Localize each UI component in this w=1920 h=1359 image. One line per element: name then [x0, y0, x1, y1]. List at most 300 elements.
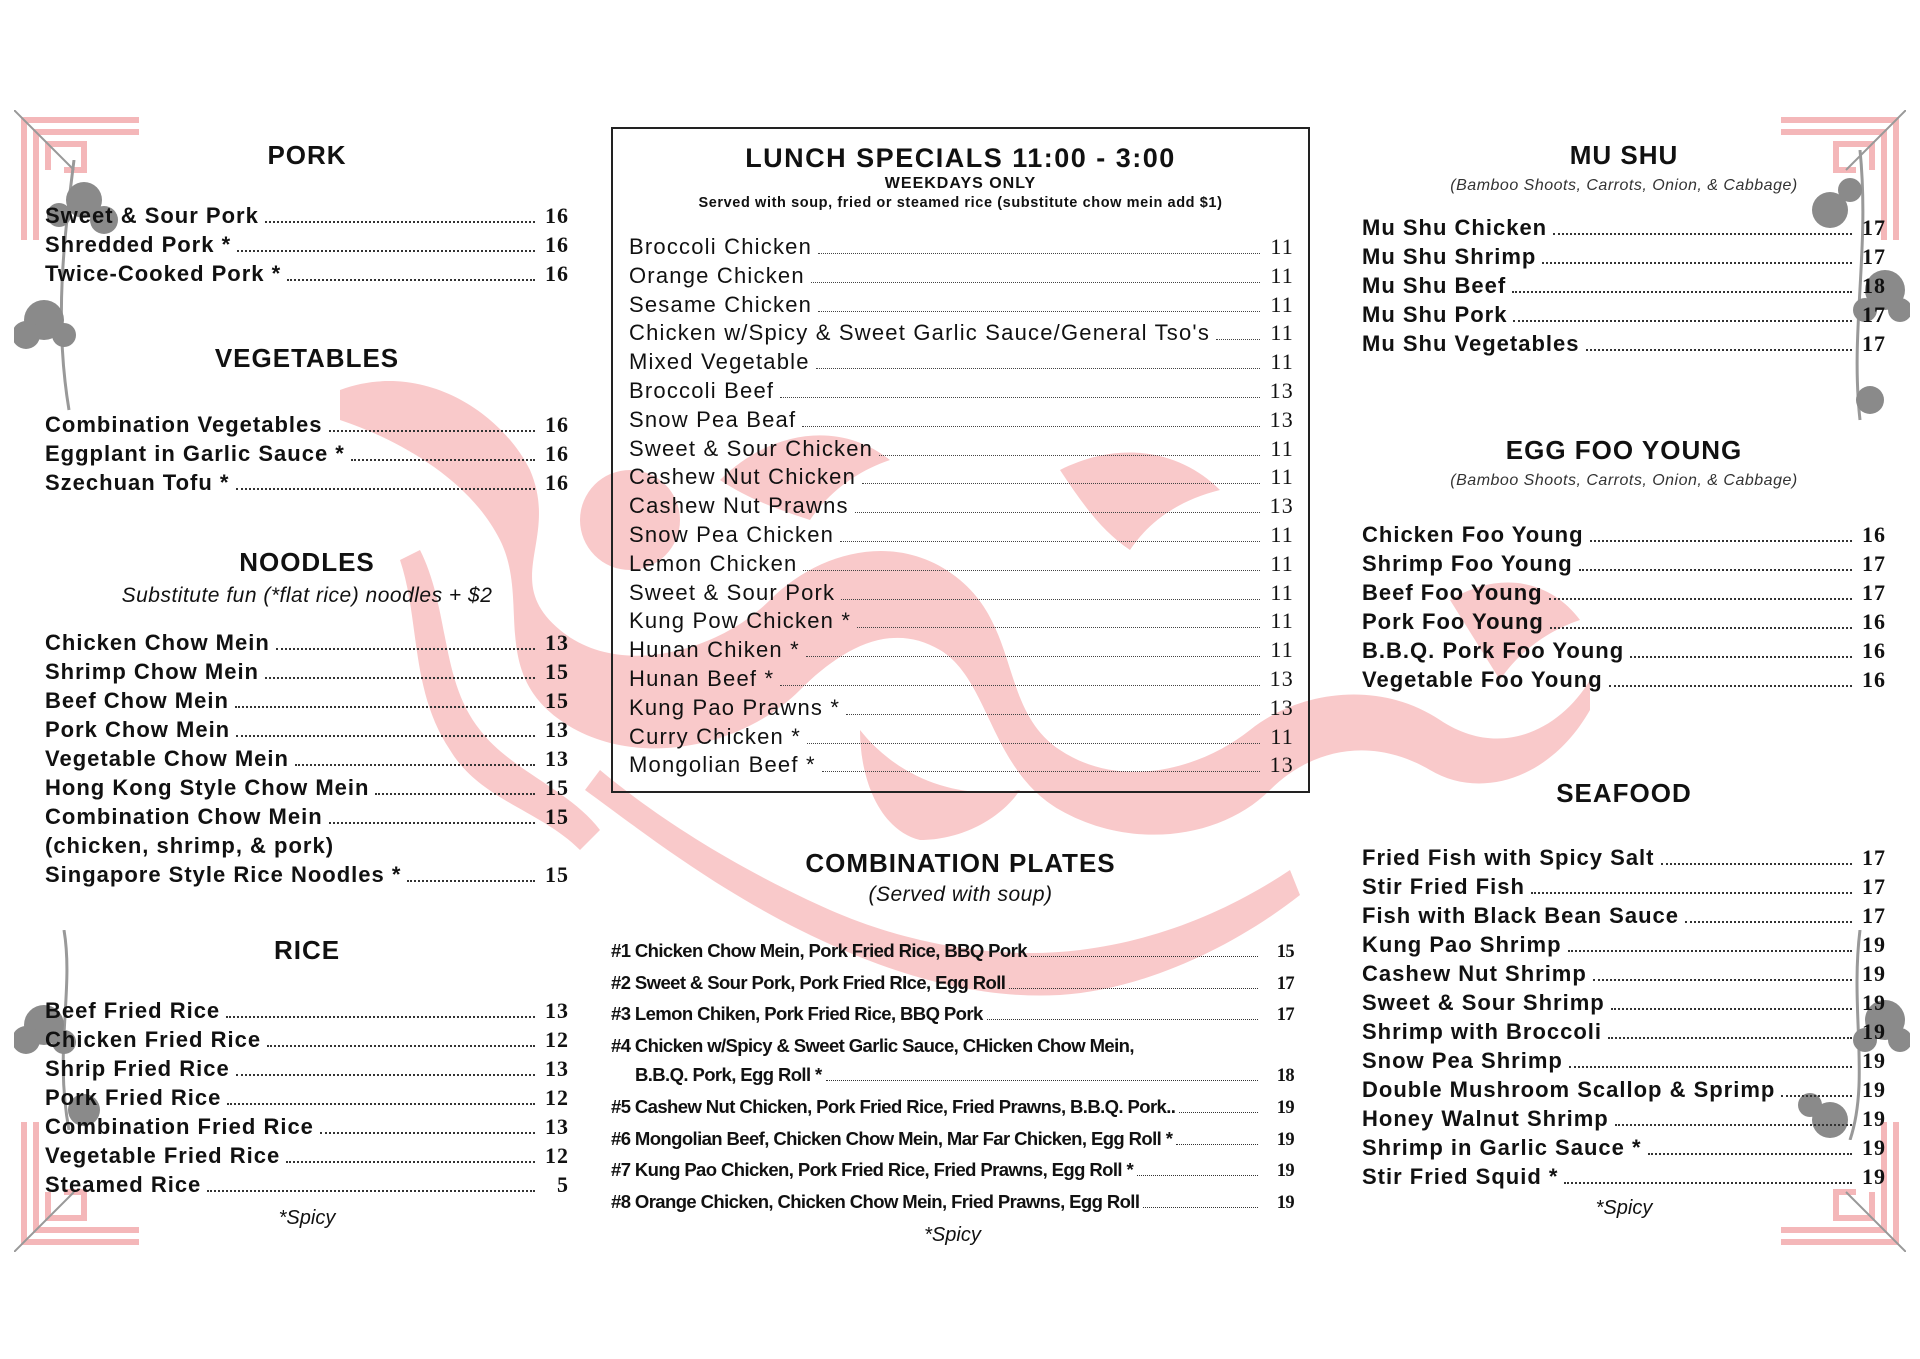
item-name: Stir Fried Squid *	[1362, 1164, 1559, 1189]
item-price: 13	[1269, 752, 1294, 778]
menu-item	[45, 1083, 569, 1112]
item-name: Sweet & Sour Chicken	[629, 435, 874, 461]
leader-dots	[987, 1019, 1258, 1020]
leader-dots	[375, 793, 535, 795]
item-price: 11	[1270, 234, 1294, 259]
leader-dots	[1542, 262, 1852, 264]
item-price: 13	[545, 998, 569, 1023]
mushu-note: (Bamboo Shoots, Carrots, Onion, & Cabbage)	[1450, 177, 1798, 194]
item-name: Cashew Nut Chicken	[629, 464, 857, 490]
noodles-note: Substitute fun (*flat rice) noodles + $2	[121, 584, 493, 607]
leader-dots	[855, 512, 1260, 513]
menu-item	[1362, 1017, 1886, 1046]
item-price: 17	[1862, 903, 1886, 928]
item-price: 5	[557, 1172, 569, 1197]
leader-dots	[1615, 1124, 1852, 1126]
leader-dots	[1031, 956, 1258, 957]
leader-dots	[1531, 892, 1852, 894]
combination-plates-heading: COMBINATION PLATES	[805, 848, 1116, 878]
menu-item	[611, 999, 1294, 1031]
leader-dots	[329, 822, 535, 824]
menu-item	[629, 435, 1294, 464]
item-name: Mu Shu Beef	[1362, 273, 1507, 298]
menu-item	[1362, 329, 1886, 358]
item-name: #6 Mongolian Beef, Chicken Chow Mein, Mar Far Chicken, Egg Roll *	[611, 1127, 1173, 1149]
item-price: 16	[545, 412, 569, 437]
menu-item	[611, 1092, 1294, 1124]
leader-dots	[1586, 349, 1853, 351]
leader-dots	[265, 221, 535, 223]
item-name: B.B.Q. Pork Foo Young	[1362, 638, 1625, 663]
lunch-specials-list	[629, 233, 1294, 780]
menu-item	[45, 860, 569, 889]
leader-dots	[1179, 1112, 1258, 1113]
item-price: 17	[1862, 874, 1886, 899]
leader-dots	[816, 368, 1260, 369]
leader-dots	[1630, 656, 1852, 658]
leader-dots	[265, 677, 535, 679]
menu-item	[1362, 988, 1886, 1017]
menu-item	[1362, 549, 1886, 578]
item-price: 13	[1269, 493, 1294, 519]
noodles-list	[45, 628, 569, 889]
item-name: Combination Vegetables	[45, 412, 323, 437]
leader-dots	[286, 1161, 535, 1163]
menu-item	[1362, 872, 1886, 901]
item-name: Orange Chicken	[629, 262, 805, 288]
menu-item	[1362, 1075, 1886, 1104]
item-name: B.B.Q. Pork, Egg Roll *	[635, 1064, 822, 1086]
menu-item	[45, 773, 569, 802]
leader-dots	[879, 455, 1260, 456]
item-price: 11	[1270, 262, 1294, 288]
menu-item	[45, 657, 569, 686]
mushu-list	[1362, 213, 1886, 358]
item-name: Sweet & Sour Shrimp	[1362, 990, 1605, 1015]
leader-dots	[802, 426, 1260, 427]
leader-dots	[1579, 569, 1852, 571]
leader-dots	[846, 714, 1260, 715]
item-price: 16	[545, 232, 569, 257]
pork-heading: PORK	[267, 140, 347, 170]
item-name: Beef Foo Young	[1362, 580, 1543, 605]
item-price: 11	[1270, 291, 1294, 317]
leader-dots	[1137, 1175, 1258, 1176]
item-name: Mongolian Beef *	[629, 752, 816, 778]
menu-item	[611, 1031, 1294, 1061]
item-name: Sweet & Sour Pork	[629, 579, 836, 605]
menu-item	[45, 1141, 569, 1170]
leader-dots	[841, 599, 1260, 600]
item-name: Steamed Rice	[45, 1172, 202, 1197]
leader-dots	[1781, 1095, 1852, 1097]
leader-dots	[1550, 627, 1852, 629]
leader-dots	[320, 1132, 535, 1134]
item-price: 11	[1270, 464, 1294, 490]
menu-item	[629, 406, 1294, 435]
item-price: 11	[1270, 723, 1294, 749]
egg-foo-young-list	[1362, 520, 1886, 694]
noodles-section	[45, 547, 569, 889]
leader-dots	[857, 627, 1260, 628]
egg-foo-young-heading: EGG FOO YOUNG	[1505, 435, 1743, 465]
menu-item	[629, 751, 1294, 780]
menu-item	[45, 230, 569, 259]
item-price: 15	[545, 862, 569, 887]
item-name: Kung Pao Prawns *	[629, 694, 841, 720]
item-price: 15	[545, 659, 569, 684]
item-name: Mu Shu Pork	[1362, 302, 1508, 327]
item-name: Mu Shu Vegetables	[1362, 331, 1580, 356]
item-name: Pork Fried Rice	[45, 1085, 222, 1110]
menu-item	[1362, 1133, 1886, 1162]
leader-dots	[1685, 921, 1852, 923]
item-price: 19	[1862, 961, 1886, 986]
item-price: 13	[1269, 406, 1294, 432]
menu-item	[1362, 1104, 1886, 1133]
item-name: Fried Fish with Spicy Salt	[1362, 845, 1655, 870]
menu-item	[45, 686, 569, 715]
leader-dots	[227, 1103, 535, 1105]
item-price: 11	[1270, 608, 1294, 634]
menu-item	[45, 468, 569, 497]
leader-dots	[236, 1074, 535, 1076]
item-name: Singapore Style Rice Noodles *	[45, 862, 402, 887]
leader-dots	[407, 880, 535, 882]
leader-dots	[1568, 950, 1852, 952]
leader-dots	[235, 706, 535, 708]
item-price: 17	[1276, 973, 1294, 994]
item-name: #2 Sweet & Sour Pork, Pork Fried RIce, Egg Roll	[611, 971, 1006, 993]
item-name: Fish with Black Bean Sauce	[1362, 903, 1679, 928]
menu-item	[629, 319, 1294, 348]
lunch-specials-box	[611, 127, 1310, 793]
egg-foo-young-note: (Bamboo Shoots, Carrots, Onion, & Cabbage)	[1450, 472, 1798, 489]
combination-plates-note: (Served with soup)	[868, 883, 1053, 906]
item-name: Cashew Nut Prawns	[629, 493, 849, 519]
item-price: 19	[1276, 1192, 1294, 1213]
menu-item	[611, 1060, 1294, 1092]
menu-item	[45, 439, 569, 468]
item-name: Sweet & Sour Pork	[45, 203, 259, 228]
menu-item	[1362, 1162, 1886, 1191]
menu-item	[1362, 300, 1886, 329]
item-name: Chicken Fried Rice	[45, 1027, 262, 1052]
menu-item	[45, 1112, 569, 1141]
pork-list	[45, 201, 569, 288]
item-name: Beef Chow Mein	[45, 688, 229, 713]
leader-dots	[1176, 1144, 1258, 1145]
leader-dots	[226, 1016, 535, 1018]
item-name: Double Mushroom Scallop & Sprimp	[1362, 1077, 1776, 1102]
item-name: Vegetable Chow Mein	[45, 746, 289, 771]
item-name: Pork Chow Mein	[45, 717, 231, 742]
combination-plates-header	[611, 848, 1310, 907]
item-price: 17	[1862, 244, 1886, 269]
menu-item	[45, 715, 569, 744]
menu-item	[611, 1187, 1294, 1219]
item-price: 13	[1269, 377, 1294, 403]
menu-item	[45, 628, 569, 657]
menu-item	[45, 996, 569, 1025]
item-name: Shredded Pork *	[45, 232, 232, 257]
leader-dots	[1611, 1008, 1852, 1010]
item-name: Twice-Cooked Pork *	[45, 261, 282, 286]
menu-item-detail	[45, 831, 569, 860]
leader-dots	[351, 459, 535, 461]
menu-item	[629, 262, 1294, 291]
item-name: Shrimp Foo Young	[1362, 551, 1573, 576]
item-price: 19	[1862, 1164, 1886, 1189]
menu-item	[45, 1054, 569, 1083]
item-price: 19	[1276, 1097, 1294, 1118]
menu-item	[629, 550, 1294, 579]
menu-item	[629, 291, 1294, 320]
leader-dots	[822, 771, 1260, 772]
leader-dots	[1661, 863, 1853, 865]
item-name: Vegetable Foo Young	[1362, 667, 1603, 692]
item-price: 16	[1862, 667, 1886, 692]
item-price: 11	[1270, 435, 1294, 461]
item-price: 11	[1270, 320, 1294, 346]
menu-item	[611, 936, 1294, 968]
item-price: 19	[1862, 1048, 1886, 1073]
mushu-heading: MU SHU	[1569, 140, 1679, 170]
item-name: Shrip Fried Rice	[45, 1056, 230, 1081]
item-price: 12	[545, 1143, 569, 1168]
item-name: Combination Chow Mein	[45, 804, 323, 829]
item-name: Cashew Nut Shrimp	[1362, 961, 1587, 986]
menu-item	[629, 521, 1294, 550]
menu-item	[611, 1155, 1294, 1187]
item-price: 17	[1862, 845, 1886, 870]
leader-dots	[267, 1045, 535, 1047]
menu-item	[45, 1025, 569, 1054]
item-price: 13	[1269, 694, 1294, 720]
item-name: Pork Foo Young	[1362, 609, 1544, 634]
item-price: 17	[1862, 215, 1886, 240]
menu-item	[1362, 636, 1886, 665]
leader-dots	[818, 311, 1260, 312]
leader-dots	[1590, 540, 1852, 542]
menu-item	[1362, 901, 1886, 930]
item-price: 16	[1862, 609, 1886, 634]
item-price: 11	[1270, 637, 1294, 663]
item-name: Curry Chicken *	[629, 723, 802, 749]
vegetables-heading: VEGETABLES	[214, 343, 400, 373]
item-price: 17	[1862, 331, 1886, 356]
leader-dots	[1549, 598, 1852, 600]
item-name: Kung Pao Shrimp	[1362, 932, 1562, 957]
item-name: Snow Pea Shrimp	[1362, 1048, 1563, 1073]
menu-item	[629, 348, 1294, 377]
leader-dots	[803, 570, 1260, 571]
item-name: Mu Shu Chicken	[1362, 215, 1548, 240]
item-name: Combination Fried Rice	[45, 1114, 314, 1139]
leader-dots	[1216, 339, 1260, 340]
item-price: 17	[1862, 551, 1886, 576]
item-name: Chicken Chow Mein	[45, 630, 270, 655]
item-price: 15	[1276, 942, 1294, 962]
rice-list	[45, 996, 569, 1199]
item-name: Hong Kong Style Chow Mein	[45, 775, 370, 800]
item-price: 13	[545, 717, 569, 742]
leader-dots	[236, 488, 536, 490]
item-name: Kung Pow Chicken *	[629, 608, 852, 634]
pork-section	[45, 140, 569, 288]
item-name: Eggplant in Garlic Sauce *	[45, 441, 345, 466]
vegetables-section	[45, 343, 569, 497]
item-price: 19	[1862, 1106, 1886, 1131]
item-price: 16	[545, 203, 569, 228]
rice-section	[45, 935, 569, 1230]
item-price: 12	[545, 1027, 569, 1052]
leader-dots	[806, 656, 1260, 657]
egg-foo-young-section	[1362, 435, 1886, 694]
item-price: 15	[545, 804, 569, 829]
menu-item	[45, 201, 569, 230]
leader-dots	[1569, 1066, 1852, 1068]
menu-item	[629, 636, 1294, 665]
leader-dots	[295, 764, 535, 766]
menu-item	[45, 744, 569, 773]
leader-dots	[1143, 1207, 1258, 1208]
menu-item	[629, 665, 1294, 694]
leader-dots	[276, 648, 535, 650]
menu-item	[1362, 959, 1886, 988]
item-name: Mixed Vegetable	[629, 349, 810, 375]
item-price: 19	[1862, 932, 1886, 957]
menu-item	[45, 410, 569, 439]
item-price: 17	[1862, 580, 1886, 605]
item-name: Chicken w/Spicy & Sweet Garlic Sauce/General Tso's	[629, 320, 1211, 346]
leader-dots	[207, 1190, 535, 1192]
item-price: 11	[1270, 349, 1294, 375]
leader-dots	[811, 282, 1260, 283]
noodles-heading: NOODLES	[239, 547, 375, 577]
item-name: #4 Chicken w/Spicy & Sweet Garlic Sauce, CHicken Chow Mein,	[611, 1034, 1134, 1056]
item-price: 16	[545, 261, 569, 286]
seafood-section	[1362, 778, 1886, 1220]
item-price: 13	[545, 630, 569, 655]
leader-dots	[1513, 320, 1852, 322]
item-price: 11	[1270, 579, 1294, 605]
leader-dots	[780, 685, 1260, 686]
menu-item	[611, 968, 1294, 1000]
menu-item	[45, 259, 569, 288]
leader-dots	[1553, 233, 1852, 235]
menu-item	[1362, 665, 1886, 694]
spicy-legend: *Spicy	[278, 1207, 336, 1229]
leader-dots	[1593, 979, 1852, 981]
seafood-list	[1362, 843, 1886, 1191]
leader-dots	[807, 743, 1260, 744]
item-price: 16	[545, 470, 569, 495]
menu-item	[629, 694, 1294, 723]
mushu-section	[1362, 140, 1886, 358]
leader-dots	[1009, 988, 1258, 989]
menu-item	[1362, 242, 1886, 271]
rice-heading: RICE	[273, 935, 341, 965]
lunch-specials-title: LUNCH SPECIALS 11:00 - 3:00	[745, 143, 1176, 173]
menu-item	[1362, 1046, 1886, 1075]
leader-dots	[237, 250, 535, 252]
item-price: 18	[1276, 1066, 1294, 1087]
item-price: 16	[1862, 638, 1886, 663]
leader-dots	[1512, 291, 1852, 293]
spicy-legend: *Spicy	[924, 1224, 981, 1247]
menu-item	[611, 1124, 1294, 1156]
menu-item	[1362, 213, 1886, 242]
item-price: 11	[1270, 521, 1294, 547]
item-name: Lemon Chicken	[629, 550, 798, 576]
item-detail: (chicken, shrimp, & pork)	[45, 833, 335, 858]
item-price: 13	[545, 1114, 569, 1139]
menu-item	[629, 492, 1294, 521]
combination-plates-list	[611, 936, 1294, 1247]
item-name: #5 Cashew Nut Chicken, Pork Fried Rice, Fried Prawns, B.B.Q. Pork..	[611, 1095, 1176, 1117]
item-name: #3 Lemon Chiken, Pork Fried Rice, BBQ Pork	[611, 1003, 983, 1025]
menu-item	[629, 607, 1294, 636]
menu-item	[629, 377, 1294, 406]
lunch-specials-subtitle: WEEKDAYS ONLY	[884, 175, 1037, 192]
item-price: 17	[1276, 1005, 1294, 1026]
item-name: Hunan Chiken *	[629, 637, 800, 663]
item-name: Shrimp in Garlic Sauce *	[1362, 1135, 1642, 1160]
seafood-heading: SEAFOOD	[1556, 778, 1692, 808]
item-name: Stir Fried Fish	[1362, 874, 1525, 899]
item-price: 19	[1276, 1161, 1294, 1182]
leader-dots	[236, 735, 535, 737]
leader-dots	[1608, 1037, 1852, 1039]
leader-dots	[1609, 685, 1852, 687]
item-price: 11	[1270, 550, 1294, 576]
item-price: 19	[1276, 1129, 1294, 1150]
item-price: 12	[545, 1085, 569, 1110]
menu-item	[629, 723, 1294, 752]
item-price: 19	[1862, 1077, 1886, 1102]
item-name: Chicken Foo Young	[1362, 522, 1584, 547]
menu-item	[1362, 578, 1886, 607]
menu-item	[1362, 843, 1886, 872]
item-name: Hunan Beef *	[629, 665, 775, 691]
menu-item	[1362, 607, 1886, 636]
menu-item	[1362, 930, 1886, 959]
menu-item	[629, 463, 1294, 492]
item-name: Mu Shu Shrimp	[1362, 244, 1537, 269]
item-price: 19	[1862, 990, 1886, 1015]
item-price: 17	[1862, 302, 1886, 327]
item-name: Beef Fried Rice	[45, 998, 221, 1023]
leader-dots	[287, 279, 535, 281]
item-price: 16	[1862, 522, 1886, 547]
item-name: Honey Walnut Shrimp	[1362, 1106, 1609, 1131]
leader-dots	[862, 483, 1260, 484]
leader-dots	[780, 397, 1260, 398]
menu-item	[45, 1170, 569, 1199]
item-name: Sesame Chicken	[629, 291, 813, 317]
spicy-legend: *Spicy	[1595, 1197, 1653, 1219]
leader-dots	[329, 430, 536, 432]
item-name: Shrimp Chow Mein	[45, 659, 259, 684]
lunch-specials-served-note: Served with soup, fried or steamed rice (substitute chow mein add $1)	[698, 195, 1223, 211]
item-name: Szechuan Tofu *	[45, 470, 230, 495]
item-price: 18	[1862, 273, 1886, 298]
item-price: 13	[1269, 665, 1294, 691]
item-price: 19	[1862, 1019, 1886, 1044]
item-name: Broccoli Chicken	[629, 234, 813, 259]
item-price: 15	[545, 775, 569, 800]
